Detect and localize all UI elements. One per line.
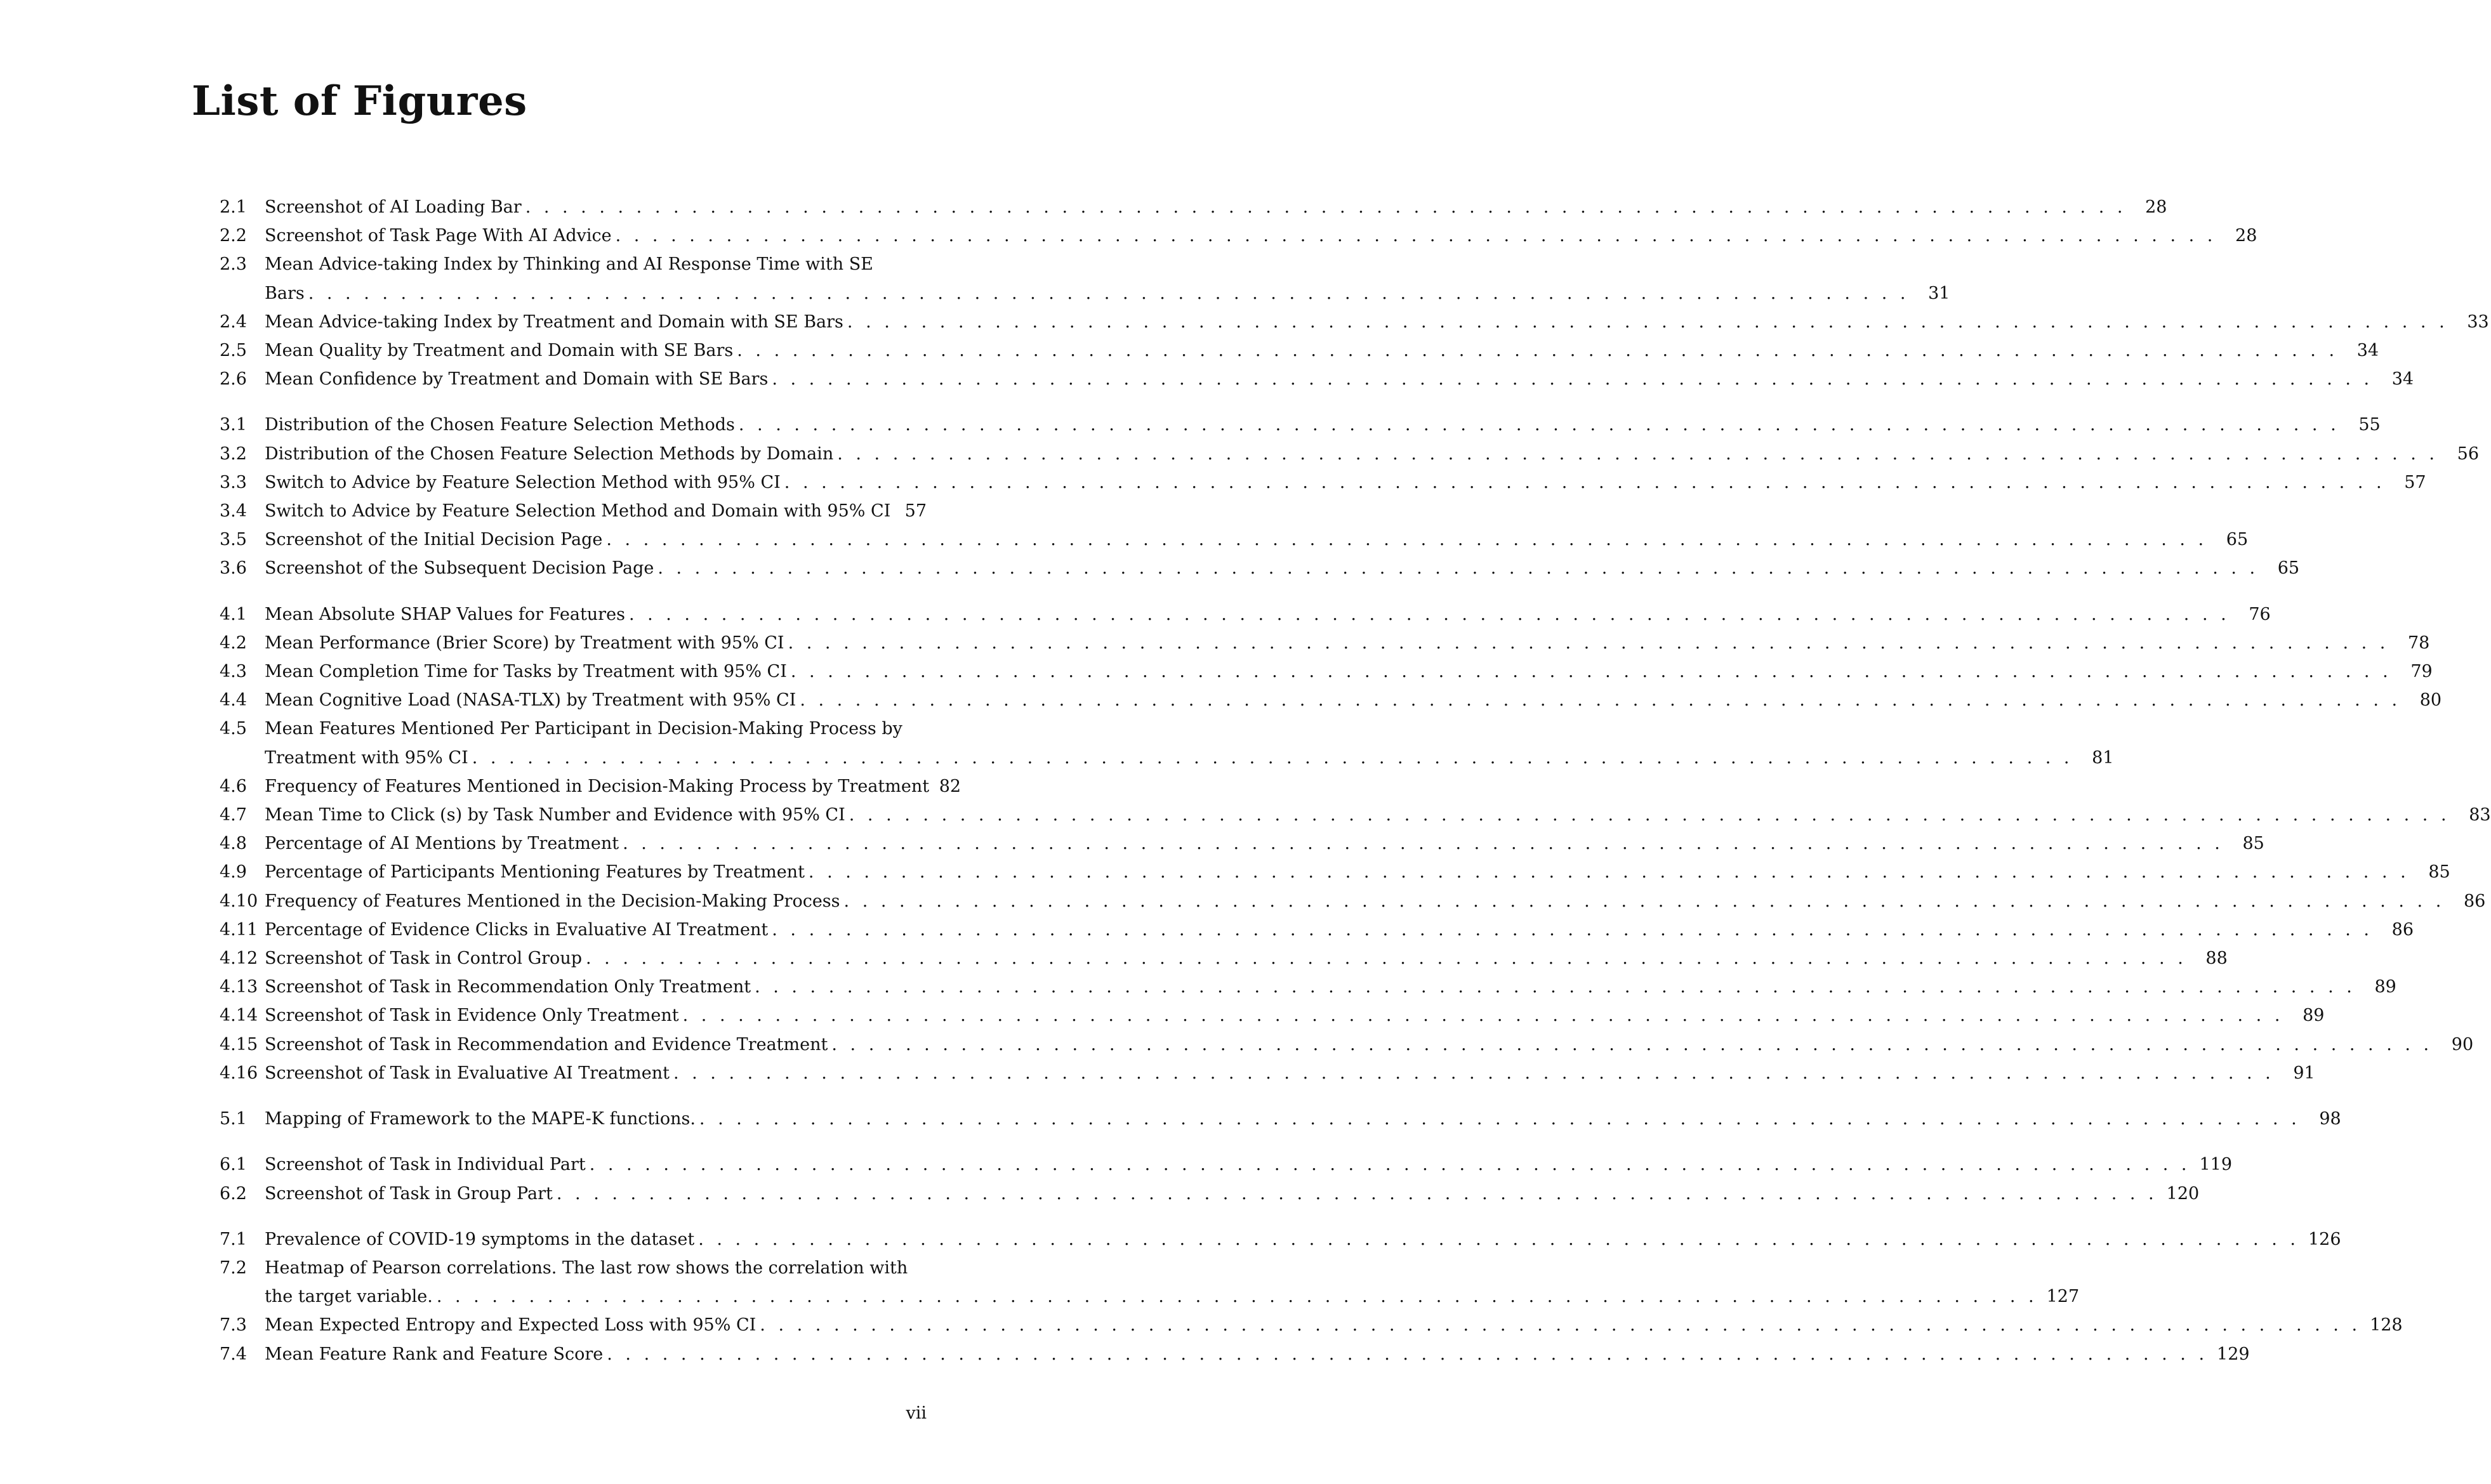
figure-page-number[interactable]: 28 — [2235, 226, 2257, 246]
figure-entry[interactable] — [220, 1179, 2200, 1208]
figure-page-number[interactable]: 79 — [2410, 662, 2433, 682]
figure-number: 4.2 — [220, 633, 247, 653]
figure-group — [220, 1225, 2403, 1369]
figure-entry[interactable] — [220, 468, 2426, 497]
caption-line — [265, 1225, 2341, 1254]
figure-page-number[interactable]: 128 — [2370, 1315, 2403, 1336]
figure-caption — [265, 686, 2441, 714]
figure-page-number[interactable]: 33 — [2467, 312, 2489, 332]
caption-text: the target variable. — [265, 1287, 433, 1307]
figure-entry[interactable] — [220, 497, 927, 525]
figure-page-number[interactable]: 85 — [2428, 862, 2450, 883]
dot-leader — [654, 554, 2259, 582]
caption-text: Screenshot of Task Page With AI Advice — [265, 226, 612, 246]
figure-number: 4.8 — [220, 834, 247, 854]
caption-line — [265, 686, 2441, 714]
figure-entry[interactable] — [220, 887, 2486, 916]
figure-page-number[interactable]: 126 — [2308, 1229, 2341, 1249]
caption-text: Screenshot of the Subsequent Decision Page — [265, 558, 654, 579]
caption-text: Screenshot of Task in Recommendation and Evidence Treatment — [265, 1034, 828, 1054]
figure-number: 4.10 — [220, 891, 258, 911]
caption-line — [265, 973, 2396, 1001]
dot-leader — [784, 629, 2389, 657]
figure-caption — [265, 714, 2114, 772]
caption-line — [265, 858, 2450, 886]
figure-entry[interactable] — [220, 525, 2249, 554]
dot-leader — [522, 193, 2127, 221]
figure-entry[interactable] — [220, 336, 2379, 365]
figure-caption — [265, 193, 2167, 221]
figure-group — [220, 193, 2489, 393]
page-number: vii — [906, 1403, 927, 1423]
figure-page-number[interactable]: 127 — [2046, 1287, 2080, 1307]
figure-number: 3.1 — [220, 415, 247, 435]
figure-number: 2.1 — [220, 197, 247, 217]
dot-leader — [670, 1059, 2275, 1087]
caption-text: Mean Time to Click (s) by Task Number and Evidence with 95% CI — [265, 805, 845, 825]
figure-page-number[interactable]: 129 — [2217, 1344, 2250, 1364]
figure-entry[interactable] — [220, 944, 2228, 973]
dot-leader — [781, 468, 2386, 497]
figure-caption — [265, 1001, 2324, 1030]
figure-entry[interactable] — [220, 308, 2489, 336]
figure-number: 6.2 — [220, 1183, 247, 1204]
dot-leader — [751, 973, 2356, 1001]
dot-leader — [612, 221, 2217, 250]
figure-caption — [265, 1311, 2403, 1339]
figure-caption — [265, 1030, 2473, 1059]
figure-page-number[interactable]: 98 — [2319, 1109, 2341, 1129]
dot-leader — [696, 1105, 2301, 1133]
caption-text: Distribution of the Chosen Feature Selection Methods — [265, 415, 735, 435]
figure-entry[interactable] — [220, 221, 2257, 250]
figure-caption — [265, 308, 2489, 336]
dot-leader — [768, 365, 2373, 393]
figure-page-number[interactable]: 76 — [2249, 604, 2271, 624]
figure-number: 7.4 — [220, 1344, 247, 1364]
caption-text: Screenshot of Task in Group Part — [265, 1183, 553, 1204]
caption-line — [265, 1179, 2199, 1208]
figure-entry[interactable] — [220, 410, 2381, 439]
figure-entry[interactable] — [220, 801, 2491, 829]
figure-caption — [265, 1340, 2250, 1369]
figure-page-number[interactable]: 81 — [2092, 747, 2114, 768]
figure-caption — [265, 1179, 2199, 1208]
caption-text: Mean Performance (Brier Score) by Treatment with 95% CI — [265, 633, 784, 653]
figure-entry[interactable] — [220, 714, 2114, 772]
figure-entry[interactable] — [220, 829, 2264, 858]
caption-line — [265, 440, 2479, 468]
figure-page-number[interactable]: 57 — [2404, 472, 2426, 492]
caption-text: Mean Completion Time for Tasks by Treatment with 95% CI — [265, 662, 787, 682]
caption-line — [265, 1150, 2232, 1179]
figure-entry[interactable] — [220, 365, 2414, 393]
figure-caption — [265, 468, 2426, 497]
dot-leader — [833, 440, 2438, 468]
figure-number: 2.6 — [220, 369, 247, 390]
figure-caption — [265, 554, 2299, 582]
figure-caption — [265, 250, 1950, 307]
figure-entry[interactable] — [220, 629, 2430, 657]
caption-line — [265, 916, 2414, 944]
dot-leader — [553, 1179, 2158, 1208]
figure-number: 3.6 — [220, 558, 247, 579]
figure-page-number[interactable]: 34 — [2391, 369, 2414, 390]
figure-caption — [265, 1225, 2341, 1254]
figure-number: 2.4 — [220, 312, 247, 332]
figure-number: 5.1 — [220, 1109, 247, 1129]
figure-caption — [265, 600, 2271, 629]
figure-number: 3.2 — [220, 443, 247, 464]
figure-entry[interactable] — [220, 1254, 2080, 1311]
figure-caption — [265, 772, 961, 801]
figure-entry[interactable] — [220, 554, 2300, 582]
caption-text: Percentage of Participants Mentioning Features by Treatment — [265, 862, 805, 883]
figure-page-number[interactable]: 80 — [2419, 690, 2442, 711]
caption-line — [265, 221, 2257, 250]
figure-page-number[interactable]: 55 — [2358, 415, 2381, 435]
figure-number: 3.3 — [220, 472, 247, 492]
figure-page-number[interactable]: 88 — [2205, 949, 2228, 969]
dot-leader — [733, 336, 2338, 365]
dot-leader — [679, 1001, 2284, 1030]
figure-number: 2.3 — [220, 254, 247, 275]
caption-line — [265, 554, 2299, 582]
figure-number: 4.11 — [220, 919, 258, 940]
figure-entry[interactable] — [220, 600, 2271, 629]
dot-leader — [602, 525, 2207, 554]
figure-page-number[interactable]: 34 — [2356, 341, 2379, 361]
figure-caption — [265, 410, 2381, 439]
figure-entry[interactable] — [220, 916, 2414, 944]
caption-text: Mean Feature Rank and Feature Score — [265, 1344, 604, 1364]
caption-text: Switch to Advice by Feature Selection Method and Domain with 95% CI — [265, 501, 891, 522]
figure-group — [220, 1150, 2233, 1207]
figure-caption — [265, 221, 2257, 250]
figure-number: 4.14 — [220, 1006, 258, 1026]
figure-page-number[interactable]: 86 — [2463, 891, 2486, 911]
figure-entry[interactable] — [220, 657, 2433, 686]
figure-caption — [265, 440, 2479, 468]
figure-caption — [265, 1254, 2079, 1311]
dot-leader — [694, 1225, 2299, 1254]
caption-line — [265, 657, 2433, 686]
caption-line — [265, 887, 2485, 916]
figure-entry[interactable] — [220, 1059, 2315, 1087]
figure-page-number[interactable]: 85 — [2242, 834, 2264, 854]
caption-text: Distribution of the Chosen Feature Selection Methods by Domain — [265, 443, 834, 464]
caption-text: Prevalence of COVID-19 symptoms in the dataset — [265, 1229, 695, 1249]
figure-caption — [265, 525, 2248, 554]
figure-page-number[interactable]: 89 — [2303, 1006, 2325, 1026]
figure-page-number[interactable]: 119 — [2199, 1155, 2233, 1175]
figure-group — [220, 600, 2491, 1087]
dot-leader — [582, 944, 2187, 973]
figure-number: 7.3 — [220, 1315, 247, 1336]
figure-caption — [265, 336, 2379, 365]
figure-page-number[interactable]: 56 — [2457, 443, 2479, 464]
dot-leader — [603, 1340, 2208, 1369]
figure-number: 3.4 — [220, 501, 247, 522]
caption-text: Screenshot of Task in Evaluative AI Treatment — [265, 1063, 670, 1083]
caption-line — [265, 279, 1950, 308]
figure-entry[interactable] — [220, 1150, 2233, 1179]
figure-page-number[interactable]: 65 — [2277, 558, 2300, 579]
figure-caption — [265, 829, 2264, 858]
caption-line — [265, 1059, 2315, 1087]
caption-text: Screenshot of AI Loading Bar — [265, 197, 522, 217]
figure-number: 3.5 — [220, 530, 247, 550]
figure-caption — [265, 657, 2433, 686]
figure-entry[interactable] — [220, 1105, 2341, 1133]
figure-page-number[interactable]: 83 — [2469, 805, 2491, 825]
caption-line — [265, 1340, 2250, 1369]
caption-line — [265, 1001, 2324, 1030]
figure-caption — [265, 973, 2396, 1001]
caption-text: Mean Cognitive Load (NASA-TLX) by Treatment with 95% CI — [265, 690, 796, 711]
figure-caption — [265, 916, 2414, 944]
caption-text: Mean Advice-taking Index by Treatment and Domain with SE Bars — [265, 312, 843, 332]
figure-caption — [265, 858, 2450, 886]
figure-entry[interactable] — [220, 1311, 2403, 1339]
caption-text: Screenshot of Task in Recommendation Only Treatment — [265, 977, 751, 997]
figure-number: 2.5 — [220, 341, 247, 361]
figure-entry[interactable] — [220, 973, 2396, 1001]
figure-caption — [265, 497, 927, 525]
figure-page-number[interactable]: 120 — [2166, 1183, 2200, 1204]
figure-page-number[interactable]: 91 — [2293, 1063, 2315, 1083]
figure-number: 4.5 — [220, 719, 247, 739]
dot-leader — [619, 829, 2224, 858]
caption-text: Screenshot of Task in Individual Part — [265, 1155, 586, 1175]
caption-line — [265, 829, 2264, 858]
caption-line — [265, 1105, 2341, 1133]
figure-number: 2.2 — [220, 226, 247, 246]
caption-text: Frequency of Features Mentioned in the Decision-Making Process — [265, 891, 840, 911]
caption-line — [265, 944, 2228, 973]
caption-line — [265, 1282, 2079, 1311]
figure-page-number[interactable]: 82 — [939, 776, 961, 796]
list-of-figures — [220, 193, 2491, 1369]
caption-line — [265, 744, 2114, 772]
caption-text: Mean Expected Entropy and Expected Loss with 95% CI — [265, 1315, 757, 1336]
figure-caption — [265, 1059, 2315, 1087]
caption-line — [265, 410, 2381, 439]
caption-text: Mean Features Mentioned Per Participant in Decision-Making Process by — [265, 719, 902, 739]
figure-number: 4.9 — [220, 862, 247, 883]
figure-page-number[interactable]: 65 — [2226, 530, 2249, 550]
figure-entry[interactable] — [220, 193, 2167, 221]
figure-caption — [265, 887, 2485, 916]
caption-text: Mean Advice-taking Index by Thinking and AI Response Time with SE — [265, 254, 873, 275]
dot-leader — [843, 308, 2448, 336]
figure-entry[interactable] — [220, 250, 1950, 307]
dot-leader — [796, 686, 2401, 714]
figure-number: 4.12 — [220, 949, 258, 969]
figure-number: 4.3 — [220, 662, 247, 682]
dot-leader — [805, 858, 2410, 886]
caption-line — [265, 714, 2114, 743]
figure-page-number[interactable]: 28 — [2145, 197, 2167, 217]
figure-entry[interactable] — [220, 1030, 2474, 1059]
caption-text: Treatment with 95% CI — [265, 747, 468, 768]
dot-leader — [735, 410, 2340, 439]
figure-entry[interactable] — [220, 1225, 2341, 1254]
caption-line — [265, 497, 927, 525]
figure-page-number[interactable]: 57 — [904, 501, 927, 522]
caption-line — [265, 336, 2379, 365]
dot-leader — [768, 916, 2373, 944]
figure-caption — [265, 365, 2414, 393]
caption-text: Mean Quality by Treatment and Domain with SE Bars — [265, 341, 734, 361]
figure-caption — [265, 1150, 2232, 1179]
figure-number: 4.16 — [220, 1063, 258, 1083]
caption-text: Screenshot of Task in Evidence Only Treatment — [265, 1006, 679, 1026]
caption-text: Mean Confidence by Treatment and Domain with SE Bars — [265, 369, 769, 390]
caption-text: Percentage of AI Mentions by Treatment — [265, 834, 619, 854]
dot-leader — [828, 1030, 2433, 1059]
caption-text: Screenshot of Task in Control Group — [265, 949, 582, 969]
caption-text: Screenshot of the Initial Decision Page — [265, 530, 603, 550]
figure-caption — [265, 801, 2491, 829]
caption-text: Switch to Advice by Feature Selection Method with 95% CI — [265, 472, 781, 492]
dot-leader — [433, 1282, 2038, 1311]
figure-number: 4.4 — [220, 690, 247, 711]
figure-page-number[interactable]: 31 — [1928, 283, 1950, 303]
figure-page-number[interactable]: 90 — [2451, 1034, 2474, 1054]
caption-line — [265, 772, 961, 801]
figure-number: 4.13 — [220, 977, 258, 997]
caption-text: Bars — [265, 283, 305, 303]
figure-page-number[interactable]: 78 — [2408, 633, 2430, 653]
caption-line — [265, 468, 2426, 497]
caption-line — [265, 629, 2429, 657]
dot-leader — [845, 801, 2450, 829]
figure-number: 6.1 — [220, 1155, 247, 1175]
caption-text: Mean Absolute SHAP Values for Features — [265, 604, 625, 624]
figure-entry[interactable] — [220, 1340, 2250, 1369]
dot-leader — [787, 657, 2392, 686]
figure-number: 7.1 — [220, 1229, 247, 1249]
figure-caption — [265, 1105, 2341, 1133]
figure-caption — [265, 944, 2228, 973]
dot-leader — [840, 887, 2445, 916]
caption-text: Heatmap of Pearson correlations. The last row shows the correlation with — [265, 1257, 908, 1278]
figure-entry[interactable] — [220, 1001, 2325, 1030]
page-title: List of Figures — [192, 77, 527, 125]
figure-page-number[interactable]: 86 — [2391, 919, 2414, 940]
caption-text: Percentage of Evidence Clicks in Evaluative AI Treatment — [265, 919, 769, 940]
figure-caption — [265, 629, 2429, 657]
caption-line — [265, 365, 2414, 393]
figure-number: 4.6 — [220, 776, 247, 796]
caption-line — [265, 1254, 2079, 1282]
caption-line — [265, 193, 2167, 221]
figure-entry[interactable] — [220, 858, 2450, 886]
figure-group — [220, 410, 2479, 582]
caption-line — [265, 525, 2248, 554]
figure-page-number[interactable]: 89 — [2374, 977, 2396, 997]
dot-leader — [468, 744, 2073, 772]
figure-entry[interactable] — [220, 440, 2479, 468]
caption-line — [265, 1311, 2403, 1339]
caption-text: Frequency of Features Mentioned in Decision-Making Process by Treatment — [265, 776, 930, 796]
dot-leader — [305, 279, 1910, 308]
figure-number: 4.7 — [220, 805, 247, 825]
figure-number: 4.1 — [220, 604, 247, 624]
caption-line — [265, 600, 2271, 629]
figure-entry[interactable] — [220, 772, 961, 801]
figure-group — [220, 1105, 2341, 1133]
caption-text: Mapping of Framework to the MAPE-K functions. — [265, 1109, 696, 1129]
caption-line — [265, 250, 1950, 279]
dot-leader — [625, 600, 2230, 629]
figure-number: 7.2 — [220, 1257, 247, 1278]
dot-leader — [586, 1150, 2191, 1179]
figure-number: 4.15 — [220, 1034, 258, 1054]
figure-entry[interactable] — [220, 686, 2442, 714]
caption-line — [265, 1030, 2473, 1059]
dot-leader — [756, 1311, 2361, 1339]
caption-line — [265, 308, 2489, 336]
caption-line — [265, 801, 2491, 829]
